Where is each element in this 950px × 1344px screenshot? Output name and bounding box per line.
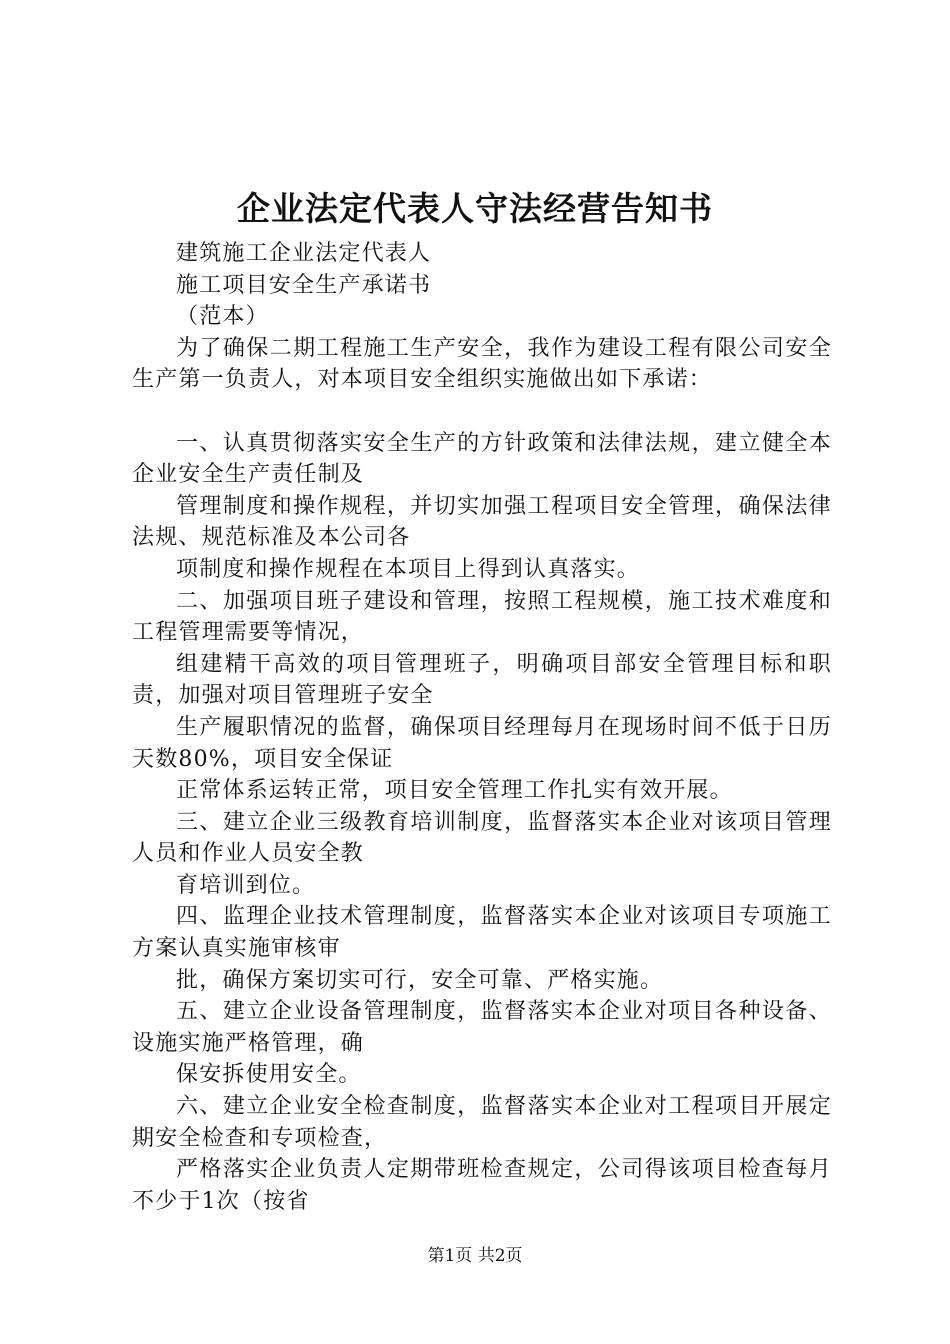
paragraph: 五、建立企业设备管理制度，监督落实本企业对项目各种设备、设施实施严格管理，确 — [132, 999, 832, 1056]
paragraph: （范本） — [176, 304, 269, 330]
paragraph: 施工项目安全生产承诺书 — [176, 272, 432, 298]
paragraph: 保安拆使用安全。 — [176, 1062, 362, 1088]
paragraph: 六、建立企业安全检查制度，监督落实本企业对工程项目开展定期安全检查和专项检查， — [132, 1094, 832, 1151]
paragraph: 管理制度和操作规程，并切实加强工程项目安全管理，确保法律法规、规范标准及本公司各 — [132, 493, 832, 551]
paragraph: 四、监理企业技术管理制度，监督落实本企业对该项目专项施工方案认真实施审核审 — [132, 904, 832, 962]
paragraph: 二、加强项目班子建设和管理，按照工程规模，施工技术难度和工程管理需要等情况， — [132, 588, 832, 646]
page-number: 第1页 共2页 — [427, 1246, 523, 1266]
paragraph: 建筑施工企业法定代表人 — [176, 241, 432, 266]
paragraph: 严格落实企业负责人定期带班检查规定，公司得该项目检查每月不少于1次（按省 — [132, 1157, 832, 1214]
paragraph: 批，确保方案切实可行，安全可靠、严格实施。 — [176, 967, 664, 993]
paragraph: 三、建立企业三级教育培训制度，监督落实本企业对该项目管理人员和作业人员安全教 — [132, 809, 832, 867]
paragraph: 为了确保二期工程施工生产安全，我作为建设工程有限公司安全生产第一负责人，对本项目安全组织实施做出如下承诺： — [132, 335, 832, 393]
paragraph: 组建精干高效的项目管理班子，明确项目部安全管理目标和职责，加强对项目管理班子安全 — [132, 651, 832, 709]
document-body — [132, 238, 832, 1217]
paragraph: 正常体系运转正常，项目安全管理工作扎实有效开展。 — [176, 778, 733, 804]
paragraph: 育培训到位。 — [176, 872, 316, 898]
paragraph: 项制度和操作规程在本项目上得到认真落实。 — [176, 556, 641, 582]
document-title: 企业法定代表人守法经营告知书 — [237, 189, 713, 228]
paragraph: 生产履职情况的监督，确保项目经理每月在现场时间不低于日历天数80%，项目安全保证 — [132, 714, 832, 772]
paragraph: 一、认真贯彻落实安全生产的方针政策和法律法规，建立健全本企业安全生产责任制及 — [132, 430, 832, 488]
